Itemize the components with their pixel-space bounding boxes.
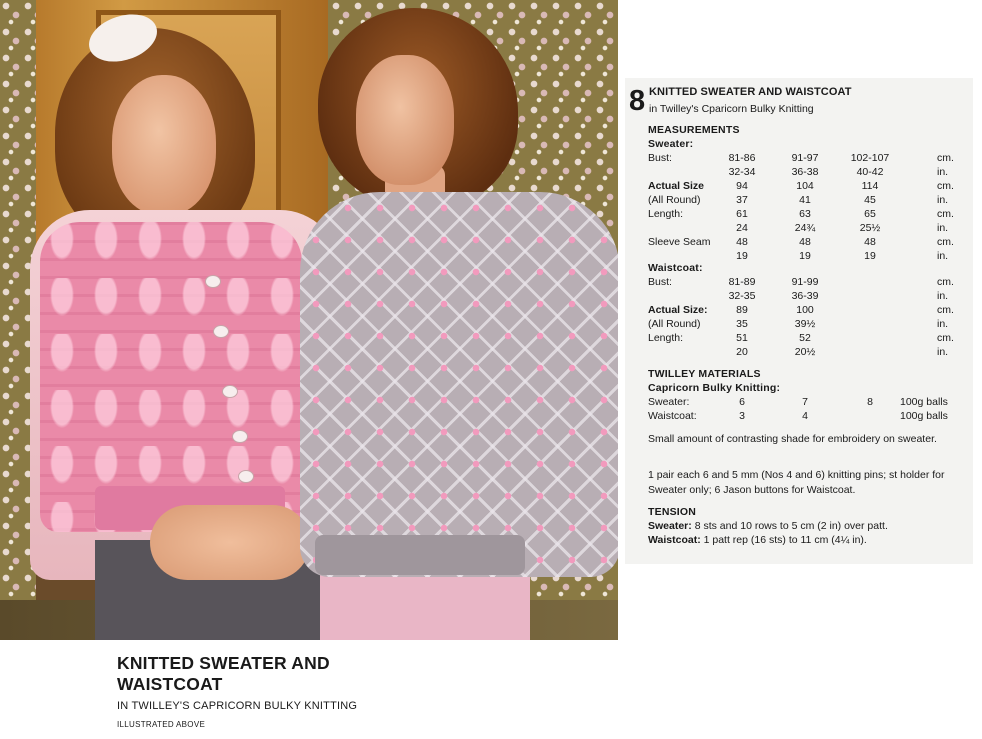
sweater-value: 94 <box>736 180 748 192</box>
unit-label: in. <box>937 166 949 178</box>
waistcoat-button <box>205 275 221 288</box>
sweater-value: 24¾ <box>794 222 816 234</box>
sweater-row-label: Bust: <box>648 152 672 164</box>
waistcoat-value: 36-39 <box>791 290 819 302</box>
tension-sweater-line: Sweater: 8 sts and 10 rows to 5 cm (2 in) over patt. <box>648 520 888 532</box>
waistcoat-value: 89 <box>736 304 748 316</box>
unit-label: in. <box>937 250 949 262</box>
sweater-value: 63 <box>799 208 811 220</box>
clasped-hands <box>150 505 310 580</box>
sweater-value: 61 <box>736 208 748 220</box>
pattern-card <box>625 78 973 564</box>
caption-title-line2: WAISTCOAT <box>117 674 223 694</box>
material-value: 3 <box>739 410 745 422</box>
waistcoat-button <box>222 385 238 398</box>
grey-mohair-sweater <box>300 192 618 577</box>
unit-label: in. <box>937 222 949 234</box>
unit-label: 100g balls <box>900 396 948 408</box>
unit-label: in. <box>937 290 949 302</box>
pink-trousers <box>320 570 530 640</box>
unit-label: 100g balls <box>900 410 948 422</box>
sweater-row-label: Length: <box>648 208 684 220</box>
waistcoat-button <box>232 430 248 443</box>
waistcoat-value: 39½ <box>794 318 816 330</box>
waistcoat-button <box>213 325 229 338</box>
sweater-value: 24 <box>736 222 748 234</box>
unit-label: cm. <box>937 180 954 192</box>
sweater-value: 81-86 <box>728 152 756 164</box>
waistcoat-value: 20 <box>736 346 748 358</box>
waistcoat-button <box>238 470 254 483</box>
sweater-value: 65 <box>864 208 876 220</box>
unit-label: cm. <box>937 152 954 164</box>
waistcoat-value: 81-89 <box>728 276 756 288</box>
sweater-value: 48 <box>799 236 811 248</box>
sweater-value: 102-107 <box>850 152 890 164</box>
sweater-value: 19 <box>799 250 811 262</box>
waistcoat-value: 51 <box>736 332 748 344</box>
needles-note: 1 pair each 6 and 5 mm (Nos 4 and 6) knitting pins; st holder for Sweater only; 6 Jason buttons for Waistcoat. <box>648 469 945 496</box>
unit-label: cm. <box>937 276 954 288</box>
sweater-value: 48 <box>736 236 748 248</box>
sweater-value: 19 <box>736 250 748 262</box>
waistcoat-heading: Waistcoat: <box>648 262 703 274</box>
waistcoat-value: 32-35 <box>728 290 756 302</box>
materials-heading: TWILLEY MATERIALS <box>648 368 761 380</box>
material-value: 8 <box>867 396 873 408</box>
sweater-row-label: Actual Size <box>648 180 705 192</box>
unit-label: in. <box>937 318 949 330</box>
sweater-row-label: (All Round) <box>648 194 701 206</box>
tension-waistcoat-line: Waistcoat: 1 patt rep (16 sts) to 11 cm (4¼ in). <box>648 534 867 546</box>
waistcoat-value: 100 <box>796 304 814 316</box>
unit-label: cm. <box>937 304 954 316</box>
sweater-value: 32-34 <box>728 166 756 178</box>
material-value: 6 <box>739 396 745 408</box>
sweater-value: 41 <box>799 194 811 206</box>
waistcoat-value: 52 <box>799 332 811 344</box>
unit-label: cm. <box>937 236 954 248</box>
sweater-ribbing <box>315 535 525 575</box>
material-row-label: Waistcoat: <box>648 410 697 422</box>
yarn-heading: Capricorn Bulky Knitting: <box>648 382 781 394</box>
pattern-title: KNITTED SWEATER AND WAISTCOAT <box>649 86 852 98</box>
waistcoat-value: 35 <box>736 318 748 330</box>
waistcoat-row-label: Length: <box>648 332 684 344</box>
right-model-face <box>356 55 454 185</box>
waistcoat-value: 91-99 <box>791 276 819 288</box>
waistcoat-row-label: (All Round) <box>648 318 701 330</box>
sweater-value: 25½ <box>859 222 881 234</box>
unit-label: in. <box>937 194 949 206</box>
measurements-heading: MEASUREMENTS <box>648 124 740 136</box>
sweater-row-label: Sleeve Seam <box>648 236 711 248</box>
photo-caption <box>117 653 597 729</box>
caption-title-line1: KNITTED SWEATER AND <box>117 653 330 673</box>
sweater-value: 114 <box>861 180 879 192</box>
sweater-value: 45 <box>864 194 876 206</box>
waistcoat-value: 20½ <box>794 346 816 358</box>
material-value: 7 <box>802 396 808 408</box>
sweater-value: 37 <box>736 194 748 206</box>
pattern-subtitle: in Twilley's Cparicorn Bulky Knitting <box>649 103 814 115</box>
sweater-value: 48 <box>864 236 876 248</box>
sweater-value: 36-38 <box>791 166 819 178</box>
waistcoat-row-label: Actual Size: <box>648 304 708 316</box>
material-value: 4 <box>802 410 808 422</box>
sweater-value: 104 <box>796 180 814 192</box>
pattern-number: 8 <box>629 85 646 117</box>
caption-note: ILLUSTRATED ABOVE <box>117 720 206 729</box>
left-model-face <box>112 75 216 215</box>
waistcoat-row-label: Bust: <box>648 276 672 288</box>
sweater-value: 40-42 <box>856 166 884 178</box>
sweater-value: 91-97 <box>791 152 819 164</box>
material-row-label: Sweater: <box>648 396 690 408</box>
sweater-value: 19 <box>864 250 876 262</box>
unit-label: cm. <box>937 208 954 220</box>
sweater-heading: Sweater: <box>648 138 694 150</box>
unit-label: in. <box>937 346 949 358</box>
embroidery-note: Small amount of contrasting shade for embroidery on sweater. <box>648 433 937 445</box>
unit-label: cm. <box>937 332 954 344</box>
caption-subtitle: IN TWILLEY'S CAPRICORN BULKY KNITTING <box>117 700 358 712</box>
tension-heading: TENSION <box>648 506 697 518</box>
